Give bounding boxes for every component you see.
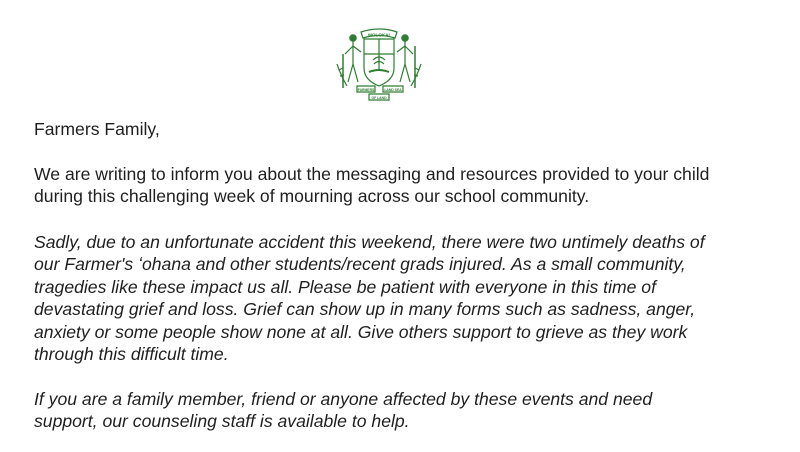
text-line: We are writing to inform you about the messaging and resources provided to your child [34, 163, 710, 184]
text-line: anxiety or some people show none at all. Give others support to grieve as they work [34, 321, 688, 342]
greeting: Farmers Family, [34, 119, 160, 139]
text-line: our Farmer's ʻohana and other students/recent grads injured. As a small community, [34, 254, 686, 274]
svg-text:OF LAND: OF LAND [371, 95, 387, 100]
school-crest-logo [331, 24, 427, 104]
svg-text:MOLOKAI: MOLOKAI [368, 32, 390, 38]
svg-text:FARMERS: FARMERS [357, 87, 375, 92]
text-line: during this challenging week of mourning across our school community. [34, 186, 590, 206]
paragraph-support [34, 388, 774, 433]
text-line: Sadly, due to an unfortunate accident this weekend, there were two untimely deaths of [34, 231, 705, 252]
text-line: devastating grief and loss. Grief can show up in many forms such as sadness, anger, [34, 299, 696, 319]
school-crest-icon [331, 24, 427, 104]
svg-text:LAND SEA: LAND SEA [384, 87, 402, 92]
text-line: support, our counseling staff is available to help. [34, 411, 410, 431]
paragraph-intro [34, 163, 774, 208]
letter-body [34, 118, 774, 433]
text-line: tragedies like these impact us all. Please be patient with everyone in this time of [34, 276, 656, 297]
text-line: If you are a family member, friend or anyone affected by these events and need [34, 388, 653, 409]
paragraph-accident [34, 231, 774, 366]
text-line: through this difficult time. [34, 344, 229, 364]
